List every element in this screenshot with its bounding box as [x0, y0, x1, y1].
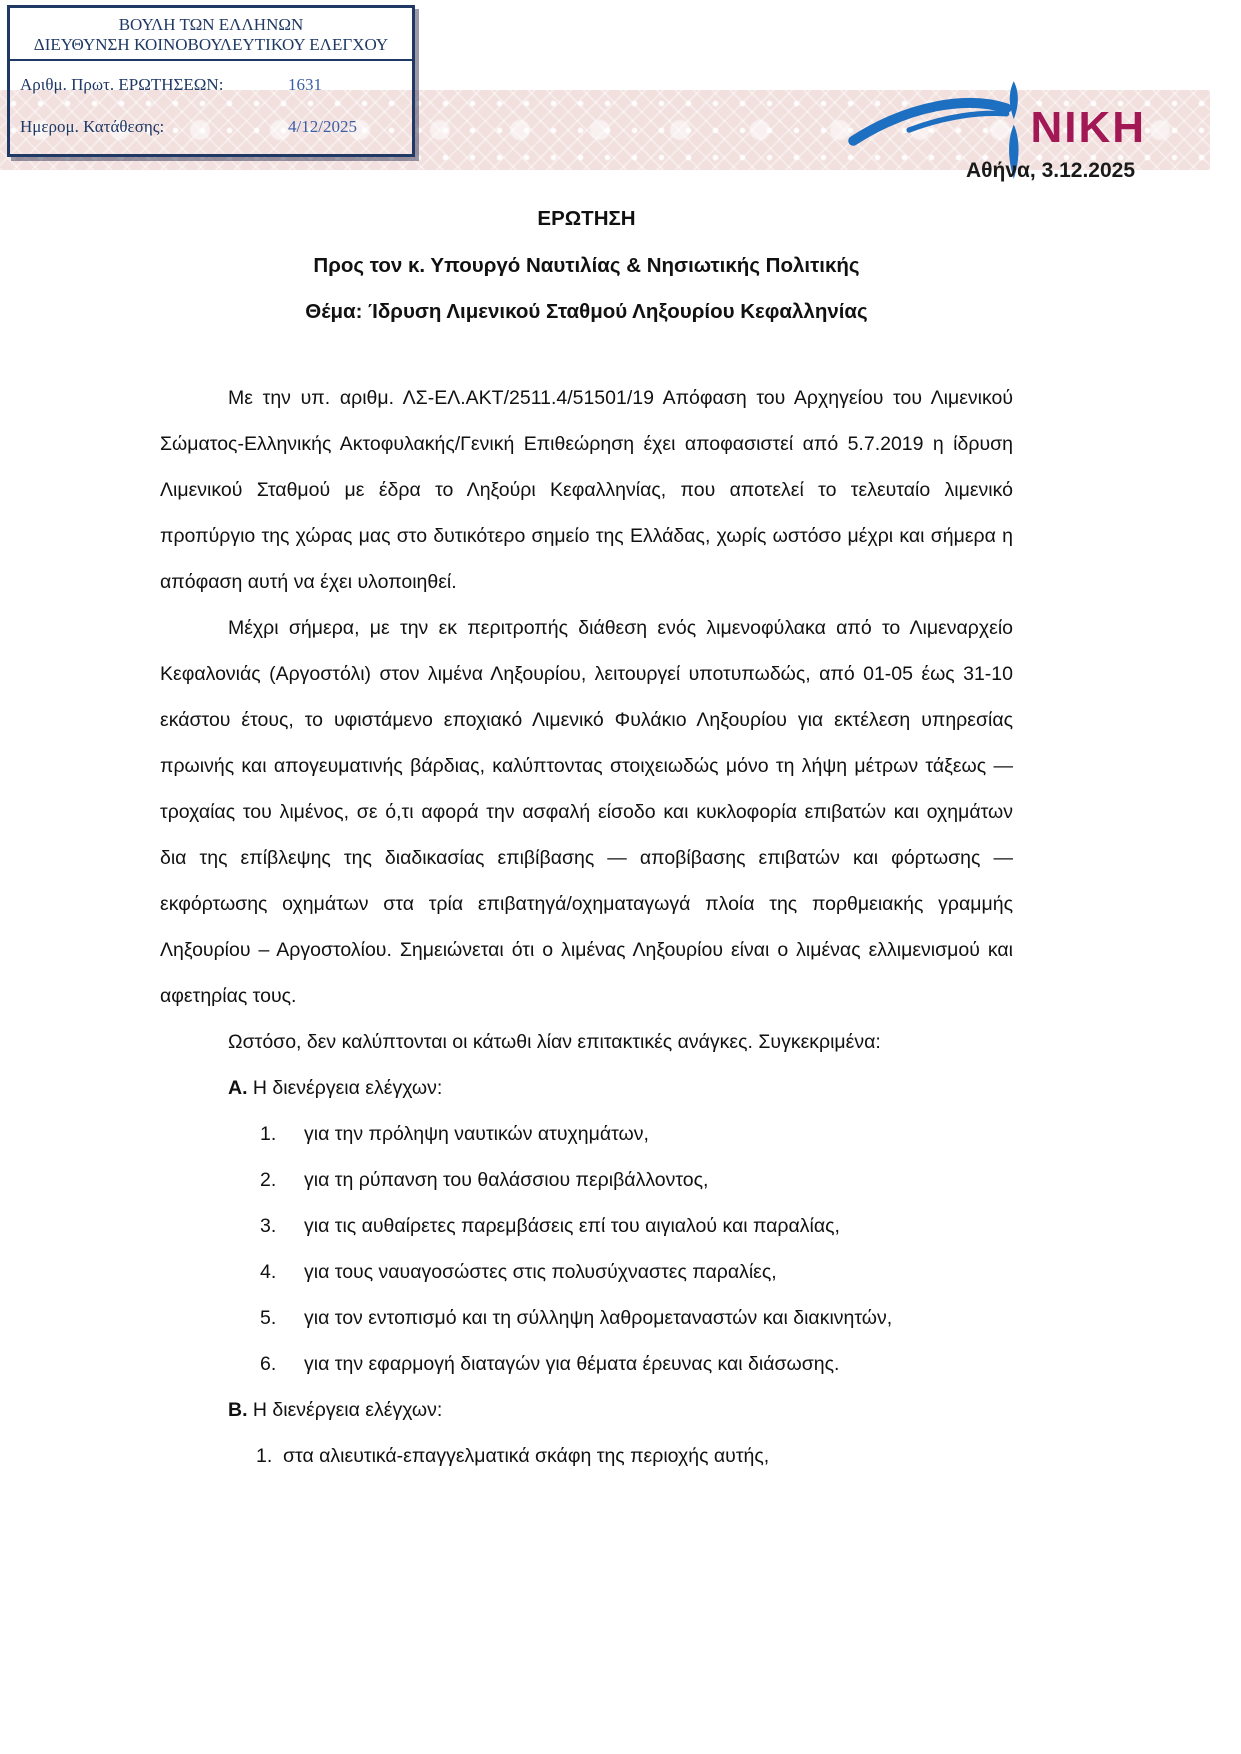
protocol-number-row	[20, 75, 402, 117]
subject-line: Θέμα: Ίδρυση Λιμενικού Σταθμού Ληξουρίου Κεφαλληνίας	[305, 300, 868, 323]
city-date-line: Αθήνα, 3.12.2025	[965, 159, 1135, 182]
section-a-heading-text: Η διενέργεια ελέγχων:	[252, 1077, 443, 1099]
section-a-label: Α.	[228, 1077, 248, 1099]
niki-brand-text: ΝΙΚΗ	[1030, 103, 1146, 152]
list-item: για τους ναυαγοσώστες στις πολυσύχναστες παραλίες,	[304, 1261, 777, 1283]
section-a-list	[160, 1111, 1013, 1387]
paragraph-1: Με την υπ. αριθμ. ΛΣ-ΕΛ.ΑΚΤ/2511.4/51501/19 Απόφαση του Αρχηγείου του Λιμενικού Σώματος-Ελληνικής Ακτοφυλακής/Γενική Επιθεώρηση έχει αποφασιστεί από 5.7.2019 η ίδρυση Λιμενικού Σταθμού με έδρα το Ληξούρι Κεφαλληνίας, που αποτελεί το τελευταίο λιμενικό προπύργιο της χώρας μας στο δυτικότερο σημείο της Ελλάδας, χωρίς ωστόσο μέχρι και σήμερα η απόφαση αυτή να έχει υλοποιηθεί.	[160, 387, 1013, 593]
deposit-date-row	[20, 117, 402, 159]
list-item: για την πρόληψη ναυτικών ατυχημάτων,	[304, 1123, 649, 1145]
stamp-body	[10, 61, 412, 159]
document-title: ΕΡΩΤΗΣΗ	[537, 207, 636, 230]
deposit-date-value: 4/12/2025	[288, 117, 357, 137]
paragraph-3: Ωστόσο, δεν καλύπτονται οι κάτωθι λίαν επιτακτικές ανάγκες. Συγκεκριμένα:	[228, 1031, 881, 1053]
protocol-number-label: Αριθμ. Πρωτ. ΕΡΩΤΗΣΕΩΝ:	[20, 75, 224, 95]
stamp-header	[10, 8, 412, 61]
paragraph-2: Μέχρι σήμερα, με την εκ περιτροπής διάθεση ενός λιμενοφύλακα από το Λιμεναρχείο Κεφαλονιάς (Αργοστόλι) στον λιμένα Ληξουρίου, λειτουργεί υποτυπωδώς, από 01-05 έως 31-10 εκάστου έτους, το υφιστάμενο εποχιακό Λιμενικό Φυλάκιο Ληξουρίου για εκτέλεση υπηρεσίας πρωινής και απογευματινής βάρδιας, καλύπτοντας στοιχειωδώς μόνο τη λήψη μέτρων τάξεως — τροχαίας του λιμένος, σε ό,τι αφορά την ασφαλή είσοδο και κυκλοφορία επιβατών και οχημάτων δια της επίβλεψης της διαδικασίας επιβίβασης — αποβίβασης επιβατών και φόρτωσης — εκφόρτωσης οχημάτων στα τρία επιβατηγά/οχηματαγωγά πλοία της πορθμειακής γραμμής Ληξουρίου – Αργοστολίου. Σημειώνεται ότι ο λιμένας Ληξουρίου είναι ο λιμένας ελλιμενισμού και αφετηρίας τους.	[160, 617, 1013, 1007]
section-b-list	[160, 1433, 1013, 1479]
list-item: για τον εντοπισμό και τη σύλληψη λαθρομεταναστών και διακινητών,	[304, 1307, 893, 1329]
section-b-heading-text: Η διενέργεια ελέγχων:	[252, 1399, 443, 1421]
list-item: στα αλιευτικά-επαγγελματικά σκάφη της περιοχής αυτής,	[283, 1445, 770, 1467]
section-b-label: Β.	[228, 1399, 248, 1421]
stamp-org-line1: ΒΟΥΛΗ ΤΩΝ ΕΛΛΗΝΩΝ	[118, 15, 304, 34]
section-b-heading	[160, 1387, 1013, 1433]
section-a-heading	[160, 1065, 1013, 1111]
list-item: για τις αυθαίρετες παρεμβάσεις επί του αιγιαλού και παραλίας,	[304, 1215, 840, 1237]
stamp-org-line2: ΔΙΕΥΘΥΝΣΗ ΚΟΙΝΟΒΟΥΛΕΥΤΙΚΟΥ ΕΛΕΓΧΟΥ	[33, 34, 389, 54]
deposit-date-label: Ημερομ. Κατάθεσης:	[20, 117, 165, 137]
recipient-line: Προς τον κ. Υπουργό Ναυτιλίας & Νησιωτικής Πολιτικής	[313, 254, 860, 277]
list-item: για τη ρύπανση του θαλάσσιου περιβάλλοντος,	[304, 1169, 709, 1191]
protocol-number-value: 1631	[288, 75, 322, 95]
list-item: για την εφαρμογή διαταγών για θέματα έρευνας και διάσωσης.	[304, 1353, 840, 1375]
protocol-stamp-box	[7, 5, 415, 157]
